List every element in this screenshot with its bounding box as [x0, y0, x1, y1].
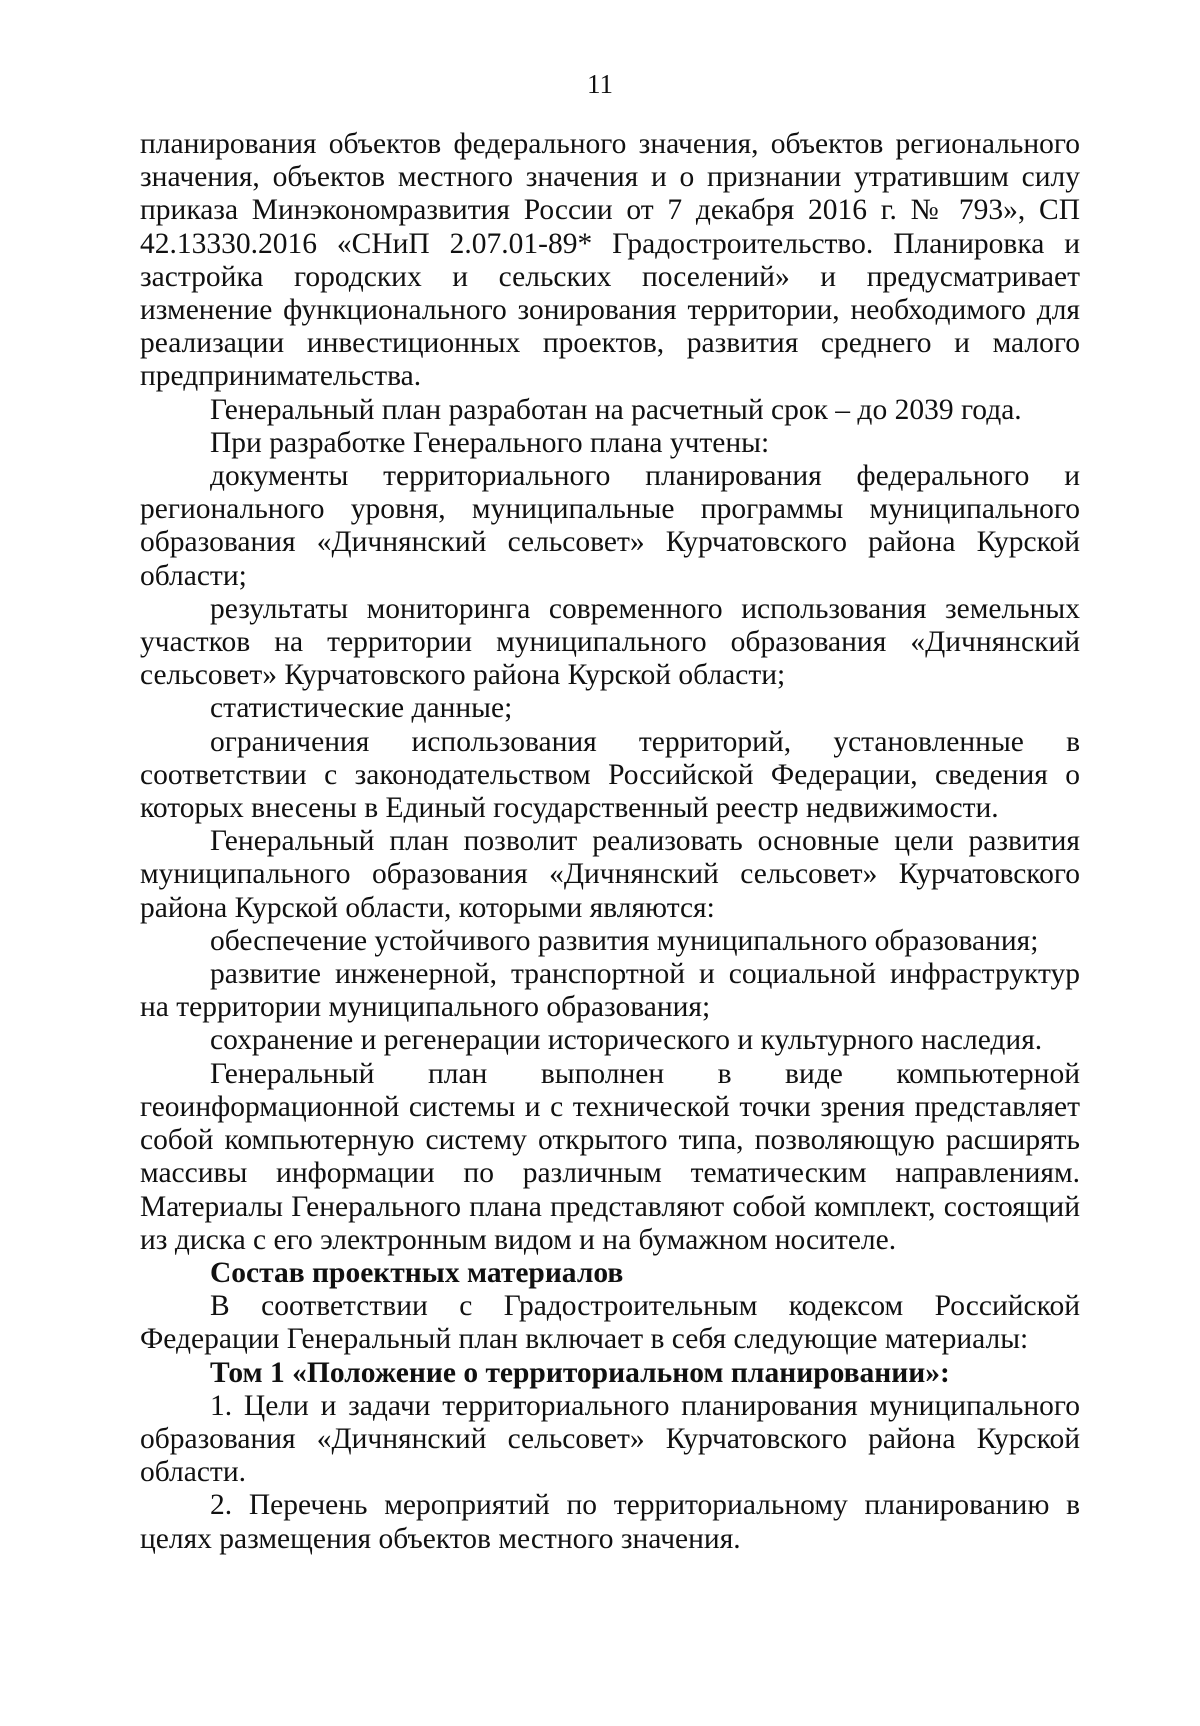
paragraph-monitoring-results: результаты мониторинга современного использования земельных участков на территории муниципального образования «Дичнянский сельсовет» Курчатовского района Курской области;	[140, 592, 1080, 692]
paragraph-goal-infrastructure: развитие инженерной, транспортной и социальной инфраструктур на территории муниципального образования;	[140, 958, 1080, 1024]
paragraph-goal-heritage: сохранение и регенерации исторического и культурного наследия.	[210, 1024, 1043, 1057]
list-item: 2. Перечень мероприятий по территориальному планированию в целях размещения объектов местного значения.	[140, 1489, 1080, 1555]
paragraph-intro-continuation: планирования объектов федерального значения, объектов регионального значения, объектов местного значения и о признании утратившим силу приказа Минэкономразвития России от 7 декабря 2016 г. № 793», СП 42.13330.2016 «СНиП 2.07.01-89* Градостроительство. Планировка и застройка городских и сельских поселений» и предусматривает изменение функционального зонирования территории, необходимого для реализации инвестиционных проектов, развития среднего и малого предпринимательства.	[140, 128, 1080, 393]
volume-heading: Том 1 «Положение о территориальном планировании»:	[210, 1356, 950, 1389]
section-heading: Состав проектных материалов	[210, 1256, 624, 1289]
paragraph-goals-intro: Генеральный план позволит реализовать основные цели развития муниципального образования «Дичнянский сельсовет» Курчатовского района Курской области, которыми являются:	[140, 825, 1080, 924]
paragraph-goal-sustainable: обеспечение устойчивого развития муниципального образования;	[210, 924, 1039, 957]
paragraph-statistics: статистические данные;	[210, 692, 513, 725]
document-body	[140, 128, 1080, 1556]
paragraph-plan-period: Генеральный план разработан на расчетный срок – до 2039 года.	[210, 393, 1022, 426]
page-number: 11	[587, 69, 613, 99]
paragraph-gis-description: Генеральный план выполнен в виде компьютерной геоинформационной системы и с технической точки зрения представляет собой компьютерную систему открытого типа, позволяющую расширять массивы информации по различным тематическим направлениям. Материалы Генерального плана представляют собой комплект, состоящий из диска с его электронным видом и на бумажном носителе.	[140, 1057, 1080, 1256]
paragraph-restrictions: ограничения использования территорий, установленные в соответствии с законодательством Российской Федерации, сведения о которых внесены в Единый государственный реестр недвижимости.	[140, 725, 1080, 825]
paragraph-materials-intro: В соответствии с Градостроительным кодексом Российской Федерации Генеральный план включает в себя следующие материалы:	[140, 1290, 1080, 1356]
paragraph-planning-documents: документы территориального планирования федерального и регионального уровня, муниципальные программы муниципального образования «Дичнянский сельсовет» Курчатовского района Курской области;	[140, 460, 1080, 592]
paragraph-considered-intro: При разработке Генерального плана учтены:	[210, 426, 770, 459]
list-item: 1. Цели и задачи территориального планирования муниципального образования «Дичнянский сельсовет» Курчатовского района Курской области.	[140, 1389, 1080, 1489]
